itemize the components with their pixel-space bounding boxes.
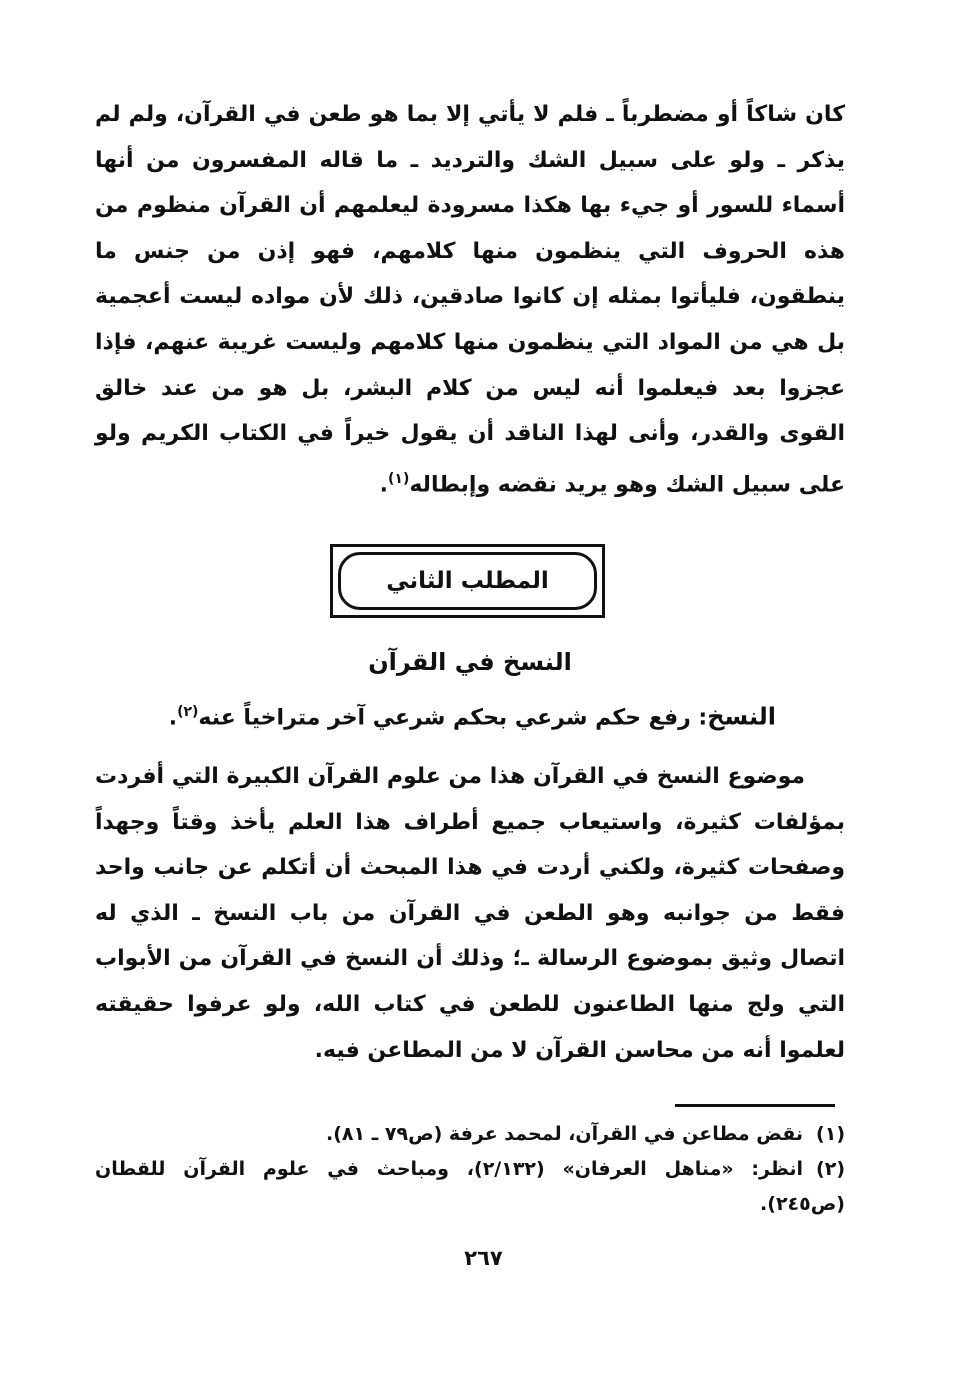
footnote-number: (٢) [816,1158,845,1180]
footnote-ref-1: (١) [387,470,410,487]
section-heading: النسخ في القرآن [368,648,572,676]
definition-end: . [168,705,178,731]
section-title-frame [338,552,597,610]
footnote-text: انظر: «مناهل العرفان» (٢/١٣٢)، ومباحث في علوم القرآن للقطان (ص٢٤٥). [95,1158,845,1215]
section-title: المطلب الثاني [386,568,549,594]
footnote-item [95,1117,845,1152]
section-title-box [330,544,605,618]
footnote-divider [675,1104,835,1107]
footnote-text: نقض مطاعن في القرآن، لمحمد عرفة (ص٧٩ ـ ٨١). [326,1123,803,1145]
paragraph-top-end: . [379,472,388,498]
footnote-ref-2: (٢) [177,704,199,720]
paragraph-main: موضوع النسخ في القرآن هذا من علوم القرآن الكبيرة التي أفردت بمؤلفات كثيرة، واستيعاب جميع أطراف هذا العلم يأخذ وقتاً وجهداً وصفحات كثيرة، ولكني أردت في هذا المبحث أن أتكلم عن جانب واحد فقط من جوانبه وهو الطعن في القرآن من باب النسخ ـ الذي له اتصال وثيق بموضوع الرسالة ـ؛ وذلك أن النسخ في القرآن من الأبواب التي ولج منها الطاعنون للطعن في كتاب الله، ولو عرفوا حقيقته لعلموا أنه من محاسن القرآن لا من المطاعن فيه. [95,764,845,1063]
paragraph-top-text: كان شاكاً أو مضطرباً ـ فلم لا يأتي إلا بما هو طعن في القرآن، ولم لم يذكر ـ ولو على سبيل الشك والترديد ـ ما قاله المفسرون من أنها أسماء للسور أو جيء بها هكذا مسرودة ليعلمهم أن القرآن منظوم من هذه الحروف التي ينظمون منها كلامهم، فهو إذن من جنس ما ينطقون، فليأتوا بمثله إن كانوا صادقين، ذلك لأن مواده ليست أعجمية بل هي من المواد التي ينظمون منها كلامهم وليست غريبة عنهم، فإذا عجزوا بعد فيعلموا أنه ليس من كلام البشر، بل هو من عند خالق القوى والقدر، وأنى لهذا الناقد أن يقول خيراً في الكتاب الكريم ولو على سبيل الشك وهو يريد نقضه وإبطاله [95,102,845,498]
footnotes [95,1117,845,1222]
footnote-item [95,1152,845,1222]
definition-term: النسخ [707,702,776,731]
page-number: ٢٦٧ [464,1246,503,1270]
definition-line [95,692,776,738]
footnote-number: (١) [816,1123,845,1145]
paragraph-top [95,92,845,508]
definition-text: : رفع حكم شرعي بحكم شرعي آخر متراخياً عنه [198,705,708,731]
